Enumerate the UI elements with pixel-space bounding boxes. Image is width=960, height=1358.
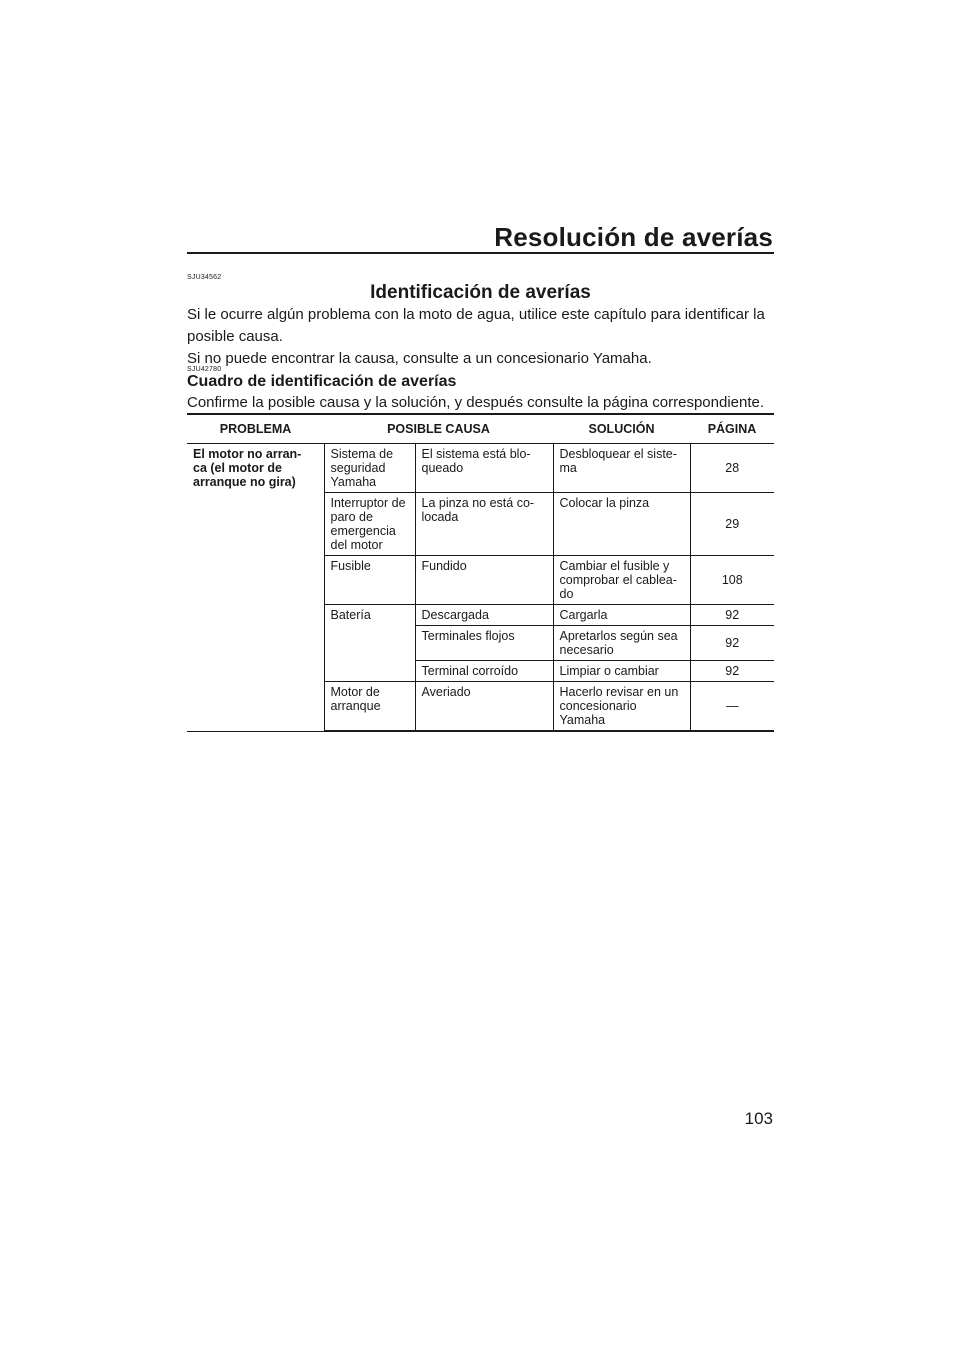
section-code: SJU34562 — [187, 274, 222, 281]
solution-cell — [553, 556, 690, 605]
detail-cell — [415, 605, 553, 626]
solution-text: Apretarlos según sea necesario — [559, 629, 678, 657]
intro-text — [187, 304, 777, 370]
detail-cell — [415, 493, 553, 556]
cause-cell — [324, 556, 415, 605]
cause-text: Batería — [330, 608, 371, 622]
header-cause: POSIBLE CAUSA — [324, 414, 553, 444]
page-cell: 28 — [690, 444, 774, 493]
cause-text: Fusible — [330, 559, 371, 573]
page-number: 103 — [744, 1109, 773, 1128]
cause-text: Motor de arranque — [330, 685, 381, 713]
page-cell: 29 — [690, 493, 774, 556]
intro-paragraph: Si no puede encontrar la causa, consulte a un concesionario Yamaha. — [187, 350, 652, 367]
page-cell: 92 — [690, 605, 774, 626]
solution-cell — [553, 444, 690, 493]
troubleshooting-table — [187, 413, 774, 732]
detail-text: El sistema está blo- queado — [421, 447, 531, 475]
solution-cell — [553, 626, 690, 661]
detail-text: Descargada — [421, 608, 489, 622]
detail-text: Averiado — [421, 685, 471, 699]
detail-text: La pinza no está co- locada — [421, 496, 535, 524]
solution-text: Hacerlo revisar en un concesionario Yamaha — [559, 685, 679, 727]
problem-text: El motor no arran- ca (el motor de arranque no gira) — [193, 447, 302, 489]
cause-cell — [324, 605, 415, 682]
header-problem: PROBLEMA — [187, 414, 324, 444]
header-solution: SOLUCIÓN — [553, 414, 690, 444]
solution-text: Cargarla — [559, 608, 608, 622]
subsection-description: Confirme la posible causa y la solución, y después consulte la página correspondiente. — [187, 394, 765, 411]
page-cell: 92 — [690, 626, 774, 661]
solution-cell — [553, 605, 690, 626]
problem-cell — [187, 444, 324, 732]
table-row — [187, 444, 774, 493]
cause-text: Sistema de seguridad Yamaha — [330, 447, 394, 489]
header-divider — [187, 252, 774, 254]
header-page: PÁGINA — [690, 414, 774, 444]
solution-cell — [553, 493, 690, 556]
detail-text: Terminales flojos — [421, 629, 515, 643]
detail-cell — [415, 556, 553, 605]
solution-text: Colocar la pinza — [559, 496, 650, 510]
solution-text: Limpiar o cambiar — [559, 664, 659, 678]
solution-text: Desbloquear el siste- ma — [559, 447, 677, 475]
page-cell: — — [690, 682, 774, 732]
subsection-title: Cuadro de identificación de averías — [187, 373, 457, 390]
cause-cell — [324, 682, 415, 732]
detail-cell — [415, 682, 553, 732]
page-header-title: Resolución de averías — [494, 222, 773, 252]
detail-cell — [415, 626, 553, 661]
page-cell: 108 — [690, 556, 774, 605]
detail-cell — [415, 444, 553, 493]
cause-cell — [324, 444, 415, 493]
subsection-code: SJU42780 — [187, 366, 222, 373]
cause-cell — [324, 493, 415, 556]
solution-cell — [553, 682, 690, 732]
section-title: Identificación de averías — [370, 282, 591, 303]
intro-paragraph: Si le ocurre algún problema con la moto de agua, utilice este capítulo para identificar la posible causa. — [187, 306, 765, 345]
solution-text: Cambiar el fusible y comprobar el cablea- do — [559, 559, 677, 601]
table-header-row — [187, 414, 774, 444]
detail-text: Terminal corroído — [421, 664, 519, 678]
detail-text: Fundido — [421, 559, 467, 573]
detail-cell — [415, 661, 553, 682]
page-cell: 92 — [690, 661, 774, 682]
solution-cell — [553, 661, 690, 682]
cause-text: Interruptor de paro de emergencia del motor — [330, 496, 406, 552]
